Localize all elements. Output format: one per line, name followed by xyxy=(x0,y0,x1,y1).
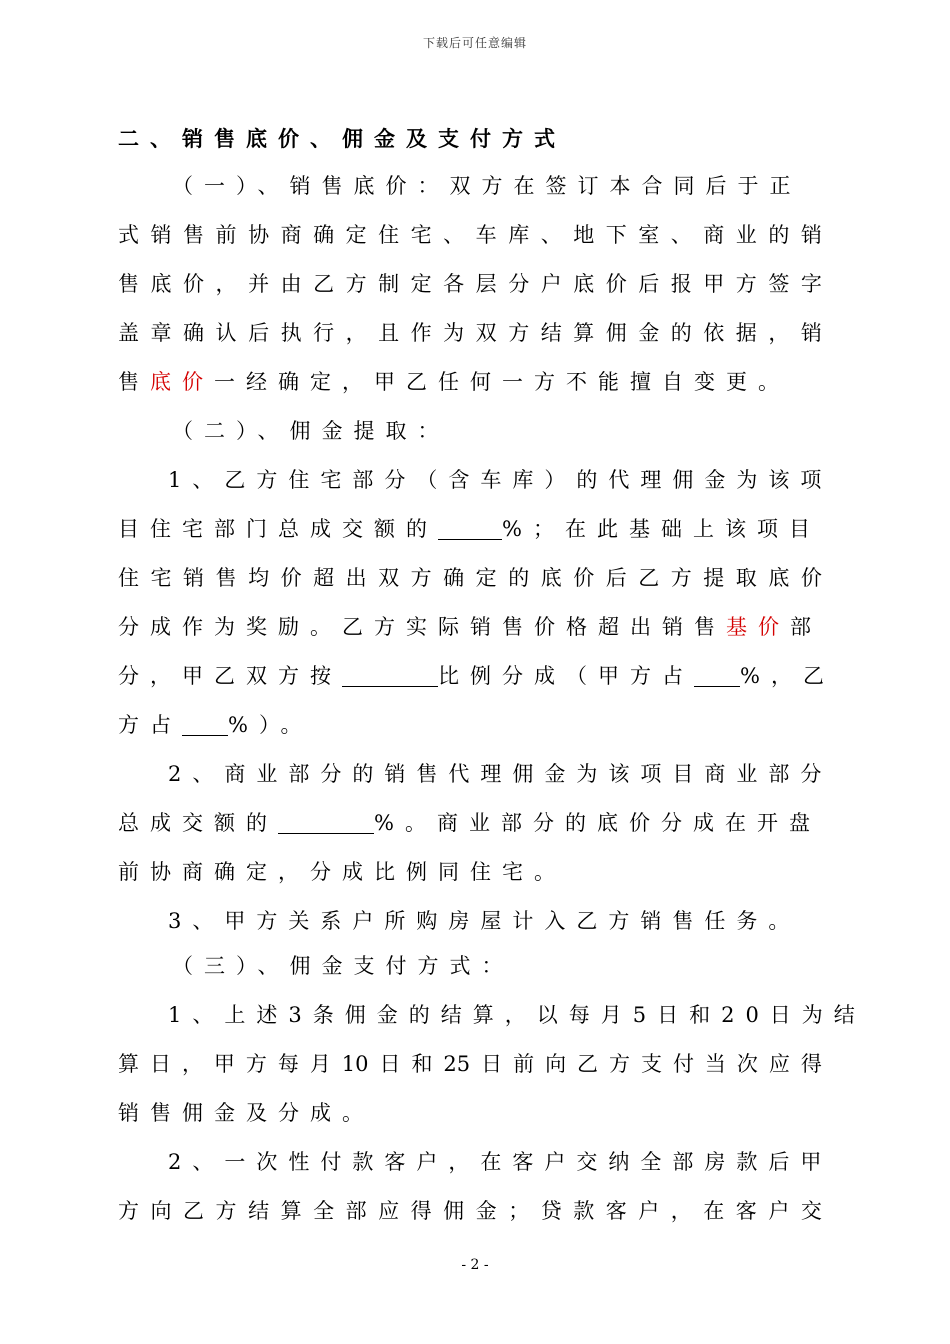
text-glyph: 和 xyxy=(411,1052,433,1076)
text-glyph: 商 xyxy=(280,223,302,247)
text-glyph: 后 xyxy=(248,321,270,345)
text-glyph: 价 xyxy=(605,272,627,296)
text-glyph: 向 xyxy=(150,1199,172,1223)
text-glyph: ； xyxy=(508,1199,530,1223)
text-glyph: ， xyxy=(670,1199,692,1223)
text-glyph: 库 xyxy=(508,223,530,247)
text-glyph: 超 xyxy=(313,566,335,590)
text-glyph: 方 xyxy=(670,566,692,590)
highlight-base-price: 基价 xyxy=(726,615,790,639)
text-glyph: 金 xyxy=(638,321,660,345)
text-glyph: 签 xyxy=(768,272,790,296)
text-glyph: 交 xyxy=(800,1199,822,1223)
text-glyph: 销 xyxy=(800,321,822,345)
text-glyph: 后 xyxy=(638,272,660,296)
text-glyph: 各 xyxy=(443,272,465,296)
text-glyph: 均 xyxy=(248,566,270,590)
text-glyph: 宅 xyxy=(150,566,172,590)
sale-floor-price-section xyxy=(118,162,822,407)
text-span: 售 xyxy=(118,370,150,394)
text-span: %，乙 xyxy=(740,664,835,688)
text-glyph: 章 xyxy=(150,321,172,345)
text-glyph: 金 xyxy=(475,1199,497,1223)
text-glyph: 得 xyxy=(410,1199,432,1223)
text-glyph: 客 xyxy=(735,1199,757,1223)
text-line: （一）、销售底价：双方在签订本合同后于正 xyxy=(172,174,802,198)
text-span: 分成作为奖励。乙方实际销售价格超出销售 xyxy=(118,615,726,639)
text-glyph: 售 xyxy=(118,272,139,296)
text-glyph: 的 xyxy=(670,321,692,345)
text-glyph: 方 xyxy=(508,321,530,345)
text-glyph: 认 xyxy=(215,321,237,345)
text-glyph: ， xyxy=(345,321,367,345)
text-glyph: 客 xyxy=(605,1199,627,1223)
text-glyph: 月 xyxy=(309,1052,331,1076)
text-glyph: 分 xyxy=(508,272,530,296)
fill-in-blank xyxy=(182,709,228,736)
text-glyph: 地 xyxy=(573,223,595,247)
text-glyph: 双 xyxy=(475,321,497,345)
text-glyph: 方 xyxy=(410,566,432,590)
text-glyph: 双 xyxy=(378,566,400,590)
text-glyph: 乙 xyxy=(183,1199,205,1223)
text-glyph: 作 xyxy=(410,321,432,345)
text-glyph: 、 xyxy=(443,223,465,247)
text-span: %；在此基础上该项目 xyxy=(502,517,821,541)
page-header: 下载后可任意编辑 xyxy=(422,36,527,50)
text-glyph: 结 xyxy=(540,321,562,345)
text-line xyxy=(118,603,822,652)
text-line xyxy=(118,1187,822,1236)
text-glyph: 价 xyxy=(573,566,595,590)
text-line xyxy=(118,260,822,309)
text-glyph: 方 xyxy=(345,272,367,296)
text-glyph: 户 xyxy=(540,272,562,296)
text-line: 1、乙方住宅部分（含车库）的代理佣金为该项 xyxy=(168,468,833,492)
text-span: 方占 xyxy=(118,713,182,737)
text-glyph: 字 xyxy=(800,272,822,296)
text-glyph: 得 xyxy=(800,1052,822,1076)
text-glyph: 为 xyxy=(443,321,465,345)
text-glyph: 式 xyxy=(118,223,139,247)
text-glyph: 协 xyxy=(248,223,270,247)
text-line xyxy=(118,505,822,554)
text-span: 比例分成（甲方占 xyxy=(438,664,694,688)
text-glyph: 全 xyxy=(313,1199,335,1223)
text-glyph: ， xyxy=(181,1052,203,1076)
text-glyph: 报 xyxy=(670,272,692,296)
text-glyph: 、 xyxy=(540,223,562,247)
text-glyph: 贷 xyxy=(540,1199,562,1223)
text-line: 1、上述3条佣金的结算，以每月5日和20日为结 xyxy=(168,1003,866,1027)
text-glyph: 次 xyxy=(736,1052,758,1076)
text-glyph: 10 xyxy=(341,1052,369,1076)
fill-in-blank xyxy=(278,807,374,834)
text-glyph: 定 xyxy=(410,272,432,296)
text-glyph: 乙 xyxy=(313,272,335,296)
text-glyph: 出 xyxy=(345,566,367,590)
text-glyph: 应 xyxy=(768,1052,790,1076)
text-glyph: 定 xyxy=(345,223,367,247)
text-span: 目住宅部门总成交额的 xyxy=(118,517,438,541)
text-glyph: 甲 xyxy=(703,272,725,296)
text-glyph: 户 xyxy=(638,1199,660,1223)
text-glyph: 住 xyxy=(378,223,400,247)
payment-method-section xyxy=(118,942,866,1236)
text-line xyxy=(118,799,822,848)
text-glyph: 价 xyxy=(183,272,205,296)
text-glyph: 并 xyxy=(248,272,270,296)
text-glyph: 户 xyxy=(768,1199,790,1223)
text-glyph: 算 xyxy=(573,321,595,345)
text-glyph: 日 xyxy=(481,1052,503,1076)
text-glyph: 售 xyxy=(183,223,205,247)
text-glyph: 款 xyxy=(573,1199,595,1223)
text-glyph: 由 xyxy=(280,272,302,296)
text-glyph: 日 xyxy=(149,1052,171,1076)
text-glyph: 底 xyxy=(150,272,172,296)
fill-in-blank xyxy=(342,660,438,687)
text-glyph: 价 xyxy=(280,566,302,590)
text-glyph: 佣 xyxy=(605,321,627,345)
text-glyph: 底 xyxy=(768,566,790,590)
text-glyph: 方 xyxy=(735,272,757,296)
subsection-heading: （二）、佣金提取： xyxy=(172,419,450,443)
fill-in-blank xyxy=(438,513,502,540)
text-glyph: 销 xyxy=(150,223,172,247)
text-glyph: 盖 xyxy=(118,321,139,345)
text-span: 部 xyxy=(790,615,822,639)
fill-in-blank xyxy=(694,660,740,687)
text-glyph: 应 xyxy=(378,1199,400,1223)
text-glyph: 乙 xyxy=(638,566,660,590)
text-glyph: 确 xyxy=(313,223,335,247)
text-glyph: 每 xyxy=(277,1052,299,1076)
text-glyph: 价 xyxy=(800,566,822,590)
text-glyph: 销 xyxy=(183,566,205,590)
text-line xyxy=(118,358,822,407)
text-span: %）。 xyxy=(228,713,313,737)
text-glyph: ， xyxy=(768,321,790,345)
text-glyph: 宅 xyxy=(410,223,432,247)
text-glyph: 乙 xyxy=(577,1052,599,1076)
text-glyph: 方 xyxy=(245,1052,267,1076)
text-span: %。商业部分的底价分成在开盘 xyxy=(374,811,821,835)
text-line: 2、一次性付款客户，在客户交纳全部房款后甲 xyxy=(168,1150,833,1174)
text-glyph: 方 xyxy=(609,1052,630,1076)
text-line xyxy=(118,1040,822,1089)
text-glyph: 定 xyxy=(475,566,497,590)
text-glyph: 、 xyxy=(670,223,692,247)
text-glyph: 底 xyxy=(573,272,595,296)
subsection-heading: （三）、佣金支付方式： xyxy=(172,954,514,978)
text-glyph: 销 xyxy=(800,223,822,247)
text-glyph: 算 xyxy=(118,1052,139,1076)
text-line: 3、甲方关系户所购房屋计入乙方销售任务。 xyxy=(168,909,801,933)
text-glyph: 且 xyxy=(378,321,400,345)
text-glyph: 甲 xyxy=(213,1052,235,1076)
text-glyph: 结 xyxy=(248,1199,270,1223)
page-number: - 2 - xyxy=(461,1257,489,1273)
text-glyph: 前 xyxy=(215,223,237,247)
text-glyph: 付 xyxy=(672,1052,694,1076)
text-line: 2、商业部分的销售代理佣金为该项目商业部分 xyxy=(168,762,833,786)
text-glyph: 售 xyxy=(215,566,237,590)
text-glyph: ， xyxy=(215,272,237,296)
text-line xyxy=(118,701,822,750)
text-glyph: 确 xyxy=(443,566,465,590)
text-glyph: 当 xyxy=(704,1052,726,1076)
text-span: 总成交额的 xyxy=(118,811,278,835)
text-glyph: 执 xyxy=(280,321,302,345)
text-glyph: 佣 xyxy=(443,1199,465,1223)
text-glyph: 依 xyxy=(703,321,725,345)
text-glyph: 车 xyxy=(475,223,497,247)
text-glyph: 方 xyxy=(118,1199,139,1223)
text-glyph: 制 xyxy=(378,272,400,296)
text-line xyxy=(118,309,822,358)
text-line xyxy=(118,554,822,603)
text-glyph: 日 xyxy=(379,1052,401,1076)
text-glyph: 前 xyxy=(513,1052,535,1076)
text-glyph: 商 xyxy=(703,223,725,247)
text-glyph: 据 xyxy=(735,321,757,345)
text-glyph: 的 xyxy=(508,566,530,590)
text-glyph: 支 xyxy=(640,1052,662,1076)
text-line: 销售佣金及分成。 xyxy=(118,1101,374,1125)
text-glyph: 住 xyxy=(118,566,139,590)
text-line xyxy=(118,211,822,260)
text-glyph: 向 xyxy=(545,1052,567,1076)
text-glyph: 部 xyxy=(345,1199,367,1223)
text-glyph: 确 xyxy=(183,321,205,345)
text-glyph: 行 xyxy=(313,321,335,345)
highlight-floor-price: 底价 xyxy=(150,370,214,394)
text-glyph: 算 xyxy=(280,1199,302,1223)
text-glyph: 的 xyxy=(768,223,790,247)
text-glyph: 室 xyxy=(638,223,660,247)
text-glyph: 后 xyxy=(605,566,627,590)
text-glyph: 层 xyxy=(475,272,497,296)
text-glyph: 提 xyxy=(703,566,725,590)
section-title: 二、销售底价、佣金及支付方式 xyxy=(118,126,566,151)
text-glyph: 取 xyxy=(735,566,757,590)
commission-section xyxy=(118,407,835,946)
text-line xyxy=(118,652,835,701)
text-span: 分，甲乙双方按 xyxy=(118,664,342,688)
text-glyph: 25 xyxy=(443,1052,471,1076)
text-line: 前协商确定，分成比例同住宅。 xyxy=(118,860,566,884)
text-glyph: 下 xyxy=(605,223,627,247)
text-glyph: 底 xyxy=(540,566,562,590)
text-glyph: 业 xyxy=(735,223,757,247)
text-glyph: 在 xyxy=(703,1199,725,1223)
text-span: 一经确定，甲乙任何一方不能擅自变更。 xyxy=(214,370,790,394)
text-glyph: 方 xyxy=(215,1199,237,1223)
